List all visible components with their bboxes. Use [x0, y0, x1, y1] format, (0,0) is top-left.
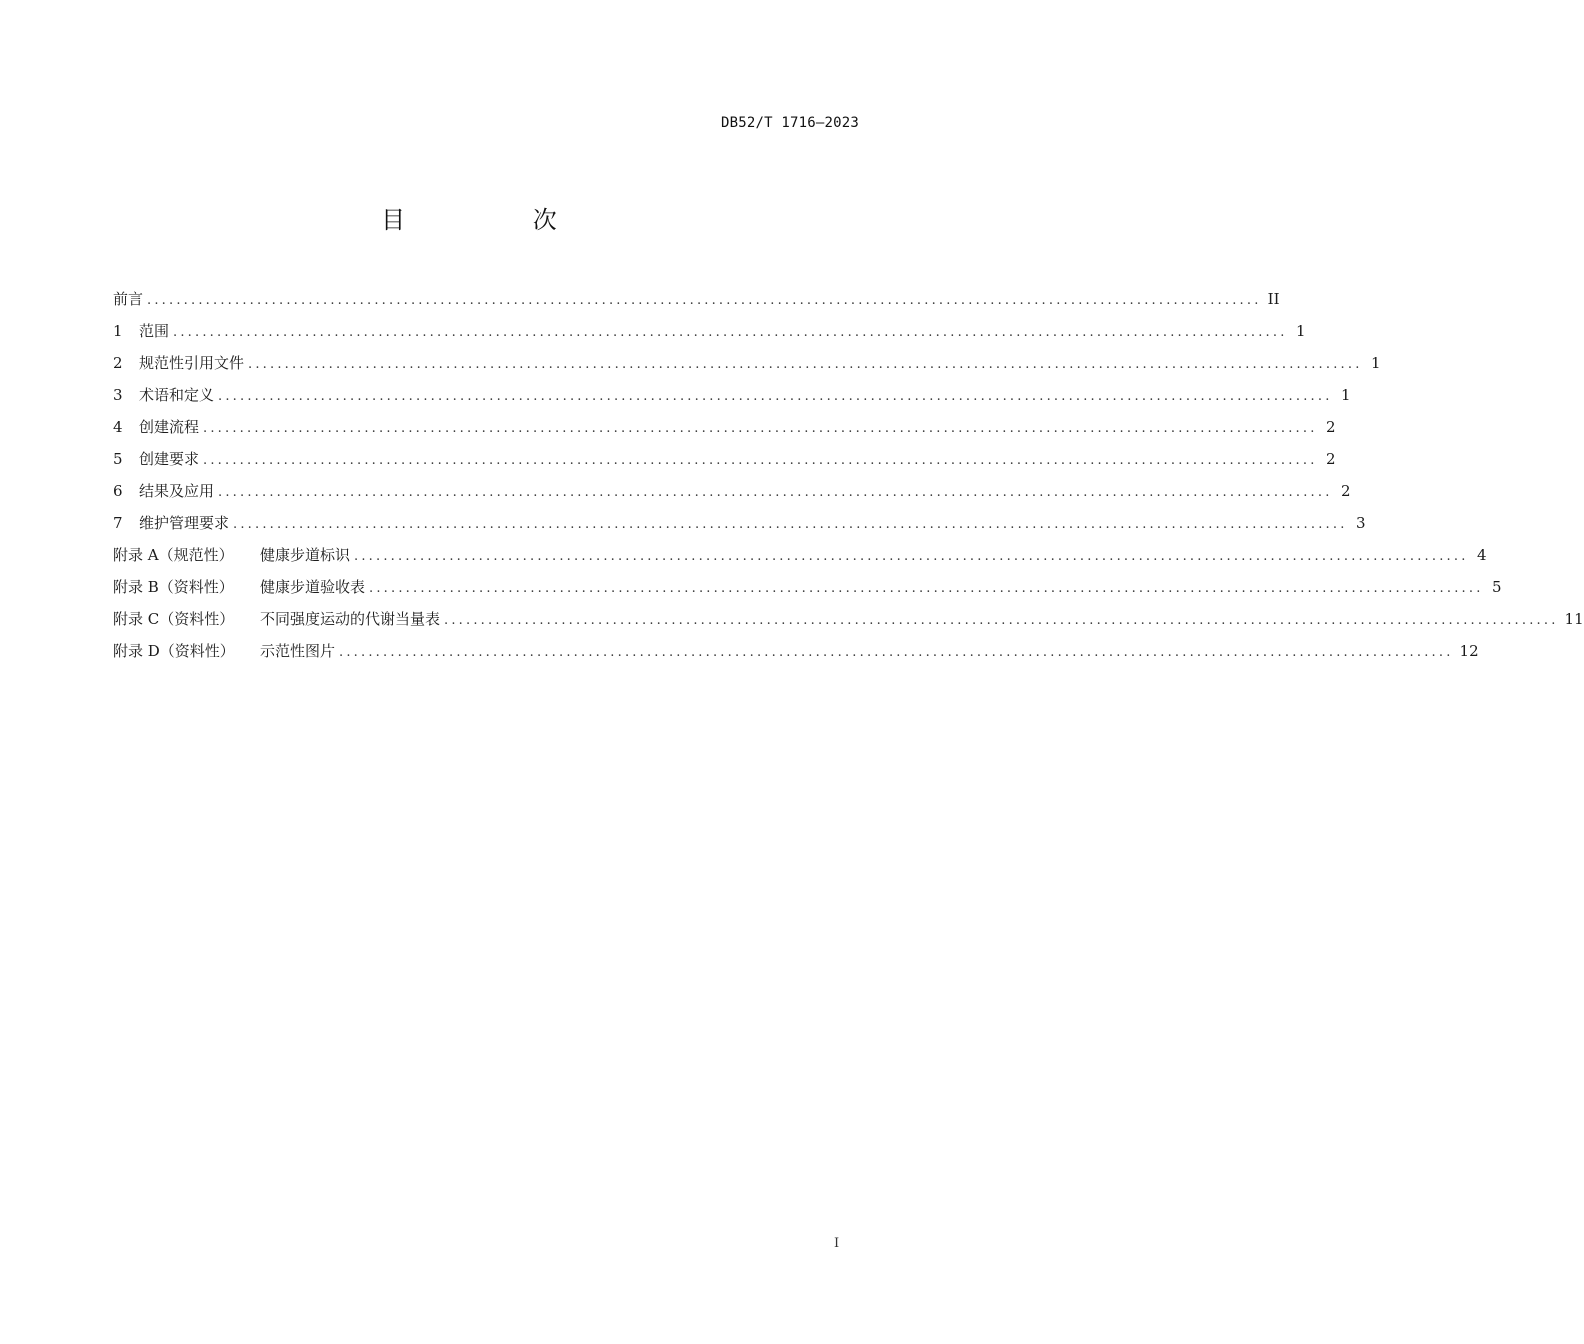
toc-leader-dots: ........................................................................................................................................................	[248, 357, 1363, 372]
toc-section-number: 4	[113, 418, 123, 436]
page-number: I	[834, 1236, 840, 1251]
toc-page-number: 1	[1340, 386, 1351, 404]
page-title: 目 次	[381, 206, 617, 234]
toc-entry-appendix-c[interactable]	[113, 606, 1584, 638]
toc-entry-creation-requirements[interactable]	[113, 446, 1336, 478]
toc-section-title: 创建流程	[139, 418, 200, 436]
toc-entry-label	[113, 478, 214, 504]
toc-leader-dots: ........................................................................................................................................................	[444, 613, 1559, 628]
toc-page-number: 2	[1325, 450, 1336, 468]
toc-page-number: 12	[1459, 642, 1479, 660]
toc-leader-dots: ........................................................................................................................................................	[233, 517, 1348, 532]
toc-entry-label: 前言	[113, 290, 144, 308]
toc-entry-normative-references[interactable]	[113, 350, 1381, 382]
toc-entry-label	[113, 382, 214, 408]
appendix-prefix: 附录 D（资料性）	[113, 642, 235, 660]
toc-leader-dots: ........................................................................................................................................................	[173, 325, 1288, 340]
toc-entry-label	[113, 446, 199, 472]
toc-page-number: 3	[1355, 514, 1366, 532]
toc-entry-creation-process[interactable]	[113, 414, 1336, 446]
appendix-title: 健康步道验收表	[260, 578, 366, 596]
toc-section-number: 1	[113, 322, 123, 340]
appendix-title: 健康步道标识	[260, 546, 351, 564]
toc-leader-dots: ........................................................................................................................................................	[369, 581, 1484, 596]
toc-section-title: 术语和定义	[139, 386, 215, 404]
toc-section-title: 维护管理要求	[139, 514, 230, 532]
toc-entry-label	[113, 542, 350, 568]
toc-page-number: 4	[1476, 546, 1487, 564]
toc-entry-label	[113, 414, 199, 440]
toc-entry-label	[113, 606, 440, 632]
appendix-title: 示范性图片	[260, 642, 336, 660]
appendix-title: 不同强度运动的代谢当量表	[260, 610, 441, 628]
toc-leader-dots: ........................................................................................................................................................	[354, 549, 1469, 564]
toc-section-title: 创建要求	[139, 450, 200, 468]
toc-entry-label	[113, 574, 365, 600]
toc-section-number: 5	[113, 450, 123, 468]
toc-section-number: 3	[113, 386, 123, 404]
toc-leader-dots: ........................................................................................................................................................	[147, 293, 1262, 308]
toc-entry-label	[113, 510, 229, 536]
toc-leader-dots: ........................................................................................................................................................	[203, 421, 1318, 436]
toc-section-title: 规范性引用文件	[139, 354, 245, 372]
toc-page-number: 2	[1340, 482, 1351, 500]
toc-entry-foreword[interactable]	[113, 286, 1280, 318]
toc-entry-terms[interactable]	[113, 382, 1351, 414]
toc-entry-label	[113, 318, 169, 344]
toc-page-number: 1	[1295, 322, 1306, 340]
toc-section-title: 结果及应用	[139, 482, 215, 500]
appendix-prefix: 附录 C（资料性）	[113, 610, 235, 628]
toc-entry-results-application[interactable]	[113, 478, 1351, 510]
toc-page-number: 2	[1325, 418, 1336, 436]
toc-entry-label	[113, 350, 244, 376]
toc-section-number: 2	[113, 354, 123, 372]
table-of-contents	[113, 286, 1584, 670]
toc-page-number: 11	[1564, 610, 1584, 628]
toc-page-number: 5	[1491, 578, 1502, 596]
toc-section-number: 6	[113, 482, 123, 500]
toc-leader-dots: ........................................................................................................................................................	[339, 645, 1454, 660]
toc-entry-label	[113, 638, 335, 664]
toc-entry-maintenance[interactable]	[113, 510, 1366, 542]
appendix-prefix: 附录 A（规范性）	[113, 546, 234, 564]
standard-number: DB52/T 1716—2023	[720, 115, 859, 131]
appendix-prefix: 附录 B（资料性）	[113, 578, 234, 596]
toc-entry-appendix-b[interactable]	[113, 574, 1502, 606]
toc-entry-scope[interactable]	[113, 318, 1306, 350]
toc-page-number: 1	[1370, 354, 1381, 372]
toc-entry-appendix-a[interactable]	[113, 542, 1487, 574]
toc-entry-appendix-d[interactable]	[113, 638, 1479, 670]
toc-page-number: II	[1267, 290, 1280, 308]
toc-leader-dots: ........................................................................................................................................................	[203, 453, 1318, 468]
toc-section-number: 7	[113, 514, 123, 532]
toc-leader-dots: ........................................................................................................................................................	[218, 485, 1333, 500]
toc-leader-dots: ........................................................................................................................................................	[218, 389, 1333, 404]
toc-section-title: 范围	[139, 322, 170, 340]
